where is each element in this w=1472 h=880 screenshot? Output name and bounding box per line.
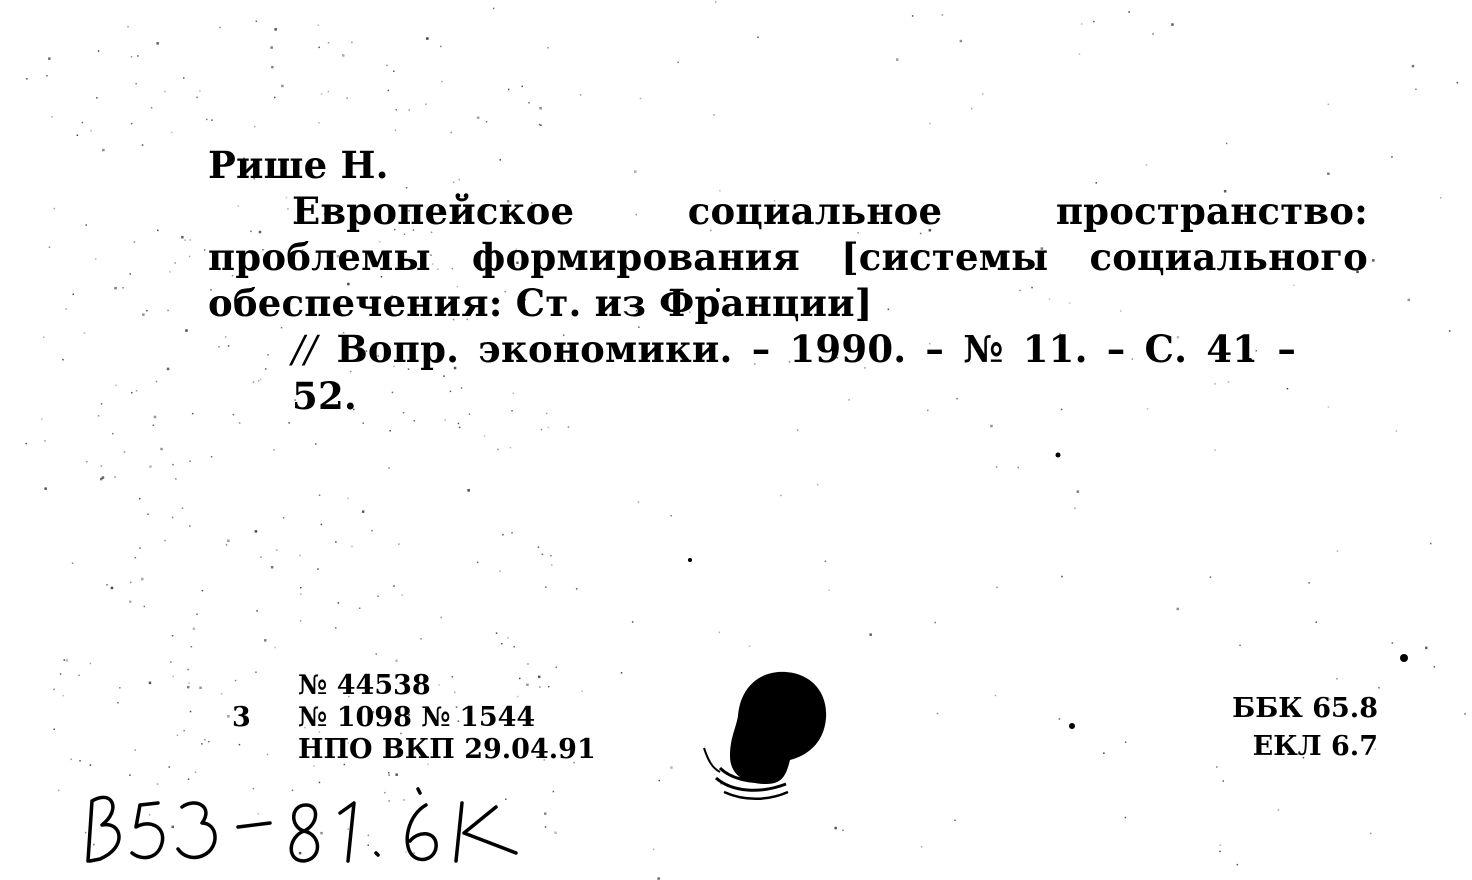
bbk-code: ББК 65.8 (1232, 693, 1378, 724)
accession-line-2: 3 № 1098 № 1544 (232, 702, 536, 733)
classification-codes (1228, 690, 1378, 766)
ink-blot-stamp (690, 660, 840, 820)
copy-count: 3 (232, 702, 251, 733)
bibliographic-entry (208, 142, 1368, 419)
accession-line-3: НПО ВКП 29.04.91 (298, 734, 596, 765)
author-name: Рише Н. (208, 143, 389, 187)
source-text: Вопр. экономики. – 1990. – № 11. – С. 41 – 52. (292, 327, 1297, 418)
source-citation (208, 326, 1368, 419)
accession-line-1: № 44538 (298, 670, 431, 701)
accession-info (232, 670, 596, 766)
ekl-code: ЕКЛ 6.7 (1252, 731, 1378, 762)
source-slashes: // (292, 328, 318, 371)
handwritten-shelf-mark (78, 775, 538, 870)
article-title: Европейское социальное пространство: проблемы формирования [системы социального обеспечения: Ст. из Франции] (208, 189, 1368, 325)
